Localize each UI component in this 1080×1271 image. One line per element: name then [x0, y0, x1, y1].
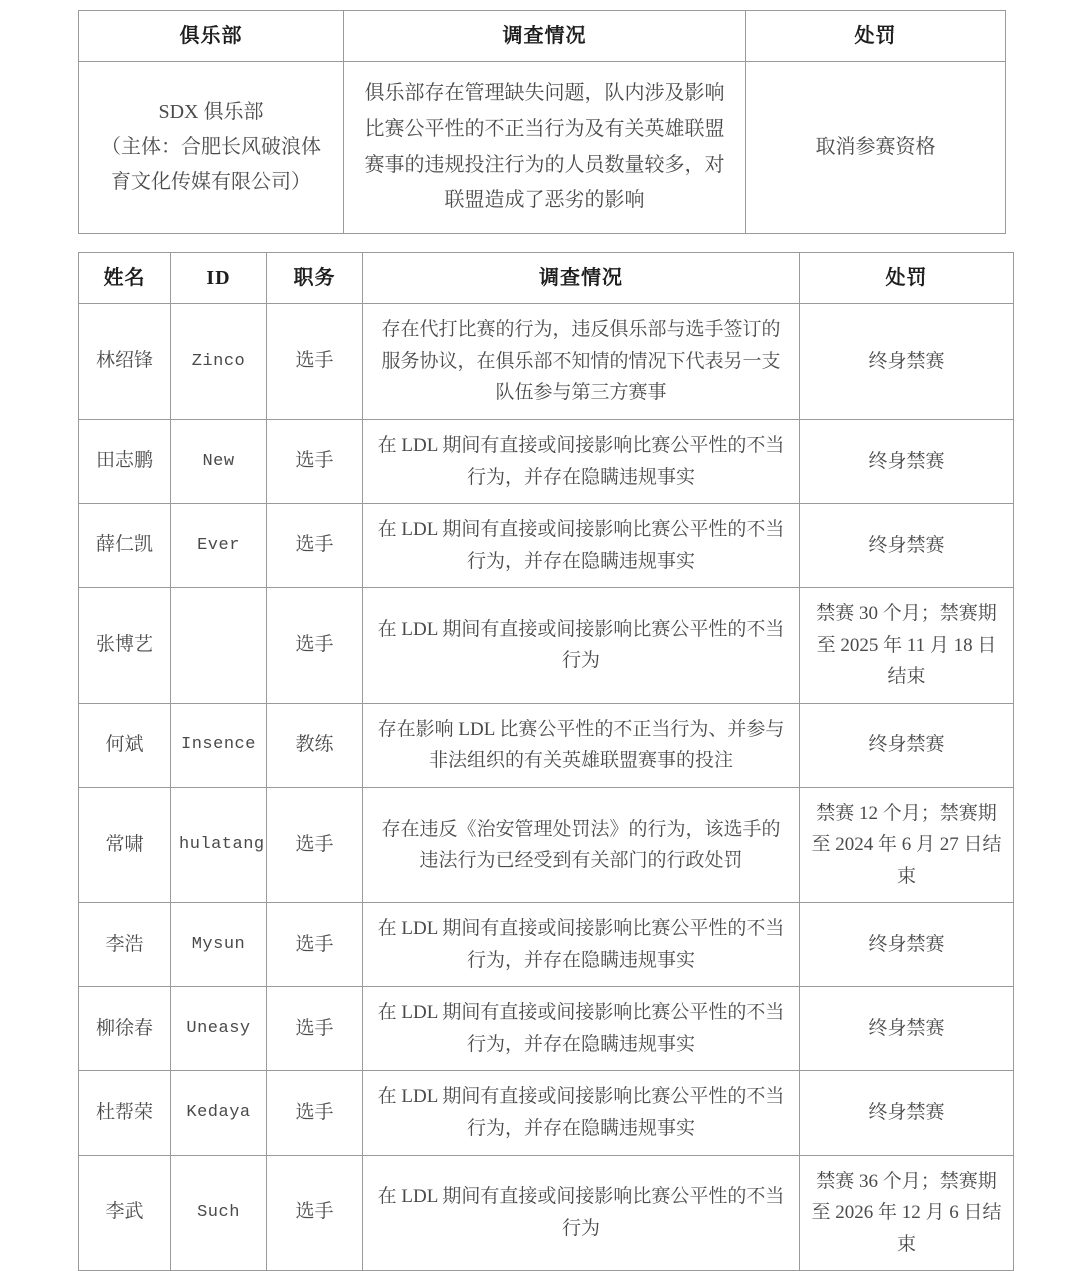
personnel-penalty-table — [78, 252, 1014, 1271]
cell-person-role: 选手 — [267, 419, 363, 503]
cell-person-penalty: 终身禁赛 — [800, 903, 1014, 987]
cell-person-investigation: 存在影响 LDL 比赛公平性的不正当行为、并参与非法组织的有关英雄联盟赛事的投注 — [363, 703, 800, 787]
cell-person-name: 常啸 — [79, 787, 171, 903]
cell-person-role: 选手 — [267, 504, 363, 588]
cell-person-name: 何斌 — [79, 703, 171, 787]
table-row — [79, 987, 1014, 1071]
cell-person-id: Zinco — [171, 304, 267, 420]
cell-person-name: 薛仁凯 — [79, 504, 171, 588]
cell-person-id: Kedaya — [171, 1071, 267, 1155]
cell-person-id — [171, 588, 267, 704]
cell-person-investigation: 在 LDL 期间有直接或间接影响比赛公平性的不当行为，并存在隐瞒违规事实 — [363, 1071, 800, 1155]
cell-person-name: 李武 — [79, 1155, 171, 1271]
people-table-header — [79, 253, 1014, 304]
cell-person-id: hulatang — [171, 787, 267, 903]
column-header-penalty: 处罚 — [746, 11, 1006, 62]
cell-person-role: 选手 — [267, 1071, 363, 1155]
cell-person-role: 选手 — [267, 787, 363, 903]
cell-person-id: Insence — [171, 703, 267, 787]
people-table-body — [79, 304, 1014, 1271]
table-row — [79, 304, 1014, 420]
cell-person-penalty: 终身禁赛 — [800, 1071, 1014, 1155]
column-header-club: 俱乐部 — [79, 11, 344, 62]
cell-person-id: Uneasy — [171, 987, 267, 1071]
cell-person-id: New — [171, 419, 267, 503]
table-row — [79, 903, 1014, 987]
cell-club-name — [79, 62, 344, 233]
column-header-investigation: 调查情况 — [363, 253, 800, 304]
cell-person-name: 林绍锋 — [79, 304, 171, 420]
cell-person-investigation: 在 LDL 期间有直接或间接影响比赛公平性的不当行为，并存在隐瞒违规事实 — [363, 504, 800, 588]
cell-person-penalty: 终身禁赛 — [800, 504, 1014, 588]
cell-person-investigation: 在 LDL 期间有直接或间接影响比赛公平性的不当行为，并存在隐瞒违规事实 — [363, 903, 800, 987]
cell-club-investigation: 俱乐部存在管理缺失问题，队内涉及影响比赛公平性的不正当行为及有关英雄联盟赛事的违规投注行为的人员数量较多，对联盟造成了恶劣的影响 — [344, 62, 746, 233]
cell-person-penalty: 终身禁赛 — [800, 703, 1014, 787]
cell-person-name: 张博艺 — [79, 588, 171, 704]
cell-person-name: 杜帮荣 — [79, 1071, 171, 1155]
cell-person-role: 选手 — [267, 588, 363, 704]
cell-person-investigation: 在 LDL 期间有直接或间接影响比赛公平性的不当行为，并存在隐瞒违规事实 — [363, 419, 800, 503]
table-header-row — [79, 253, 1014, 304]
column-header-name: 姓名 — [79, 253, 171, 304]
table-row — [79, 419, 1014, 503]
text-line: SDX 俱乐部 — [158, 101, 264, 124]
cell-person-id: Mysun — [171, 903, 267, 987]
table-row — [79, 588, 1014, 704]
table-row — [79, 1155, 1014, 1271]
cell-person-investigation: 在 LDL 期间有直接或间接影响比赛公平性的不当行为 — [363, 588, 800, 704]
column-header-investigation: 调查情况 — [344, 11, 746, 62]
cell-person-name: 柳徐春 — [79, 987, 171, 1071]
club-table-body — [79, 62, 1006, 233]
cell-person-investigation: 存在代打比赛的行为，违反俱乐部与选手签订的服务协议，在俱乐部不知情的情况下代表另一支队伍参与第三方赛事 — [363, 304, 800, 420]
cell-person-role: 选手 — [267, 903, 363, 987]
cell-person-penalty: 终身禁赛 — [800, 419, 1014, 503]
text-line: （主体：合肥长风破浪体育文化传媒有限公司） — [101, 136, 321, 194]
table-header-row — [79, 11, 1006, 62]
cell-person-investigation: 在 LDL 期间有直接或间接影响比赛公平性的不当行为 — [363, 1155, 800, 1271]
club-penalty-table — [78, 10, 1006, 234]
column-header-id: ID — [171, 253, 267, 304]
cell-person-penalty: 终身禁赛 — [800, 304, 1014, 420]
cell-person-penalty: 禁赛 12 个月；禁赛期至 2024 年 6 月 27 日结束 — [800, 787, 1014, 903]
club-table-header — [79, 11, 1006, 62]
table-row — [79, 62, 1006, 233]
cell-person-investigation: 存在违反《治安管理处罚法》的行为，该选手的违法行为已经受到有关部门的行政处罚 — [363, 787, 800, 903]
cell-person-id: Ever — [171, 504, 267, 588]
table-row — [79, 787, 1014, 903]
cell-person-investigation: 在 LDL 期间有直接或间接影响比赛公平性的不当行为，并存在隐瞒违规事实 — [363, 987, 800, 1071]
cell-person-id: Such — [171, 1155, 267, 1271]
cell-person-name: 李浩 — [79, 903, 171, 987]
table-row — [79, 504, 1014, 588]
cell-person-penalty: 禁赛 36 个月；禁赛期至 2026 年 12 月 6 日结束 — [800, 1155, 1014, 1271]
cell-club-penalty: 取消参赛资格 — [746, 62, 1006, 233]
cell-person-role: 选手 — [267, 304, 363, 420]
cell-person-name: 田志鹏 — [79, 419, 171, 503]
table-row — [79, 1071, 1014, 1155]
column-header-penalty: 处罚 — [800, 253, 1014, 304]
cell-person-role: 选手 — [267, 1155, 363, 1271]
column-header-role: 职务 — [267, 253, 363, 304]
cell-person-penalty: 禁赛 30 个月；禁赛期至 2025 年 11 月 18 日结束 — [800, 588, 1014, 704]
cell-person-penalty: 终身禁赛 — [800, 987, 1014, 1071]
table-row — [79, 703, 1014, 787]
cell-person-role: 选手 — [267, 987, 363, 1071]
cell-person-role: 教练 — [267, 703, 363, 787]
